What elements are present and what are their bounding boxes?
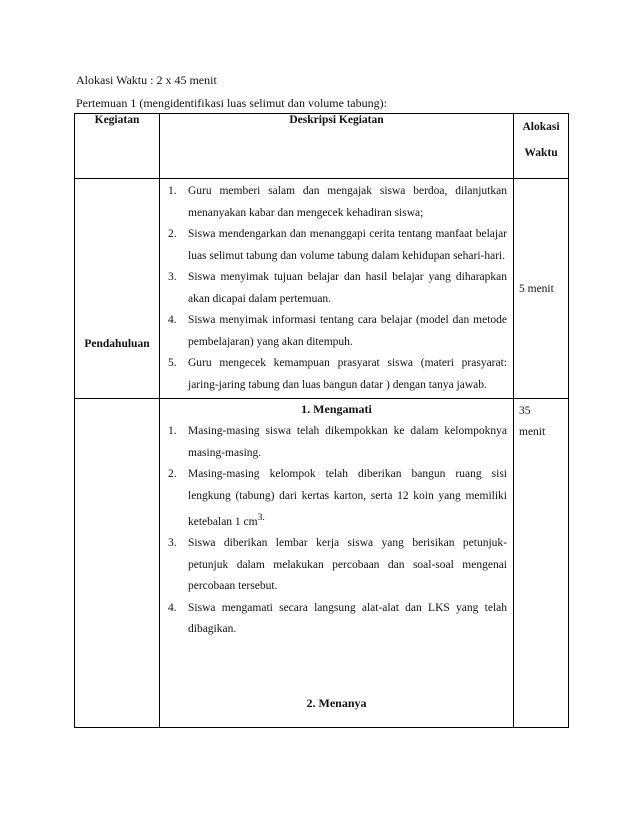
header-time-line2: Waktu (524, 147, 558, 159)
unit-superscript: 3. (257, 512, 265, 523)
description-cell (160, 399, 514, 728)
header-time (514, 114, 569, 179)
item-text: Masing-masing siswa telah dikempokkan ke dalam kelompoknya masing-masing. (188, 425, 507, 459)
table-header-row (75, 114, 569, 179)
time-allocation: Alokasi Waktu : 2 x 45 menit (76, 73, 217, 87)
item-text: Siswa menyimak informasi tentang cara belajar (model dan metode pembelajaran) yang akan ditempuh. (188, 314, 507, 348)
header-description: Deskripsi Kegiatan (160, 114, 514, 179)
description-cell (160, 179, 514, 399)
time-value: 5 menit (519, 282, 554, 295)
header-activity: Kegiatan (75, 114, 160, 179)
time-cell (514, 179, 569, 399)
item-text: Siswa diberikan lembar kerja siswa yang berisikan petunjuk-petunjuk dalam melakukan percobaan dan soal-soal mengenai percobaan tersebut. (188, 537, 507, 593)
item-text: Masing-masing kelompok telah diberikan bangun ruang sisi lengkung (tabung) dari kertas karton, serta 12 koin yang memiliki ketebalan 1 cm (188, 468, 507, 528)
table-row (75, 399, 569, 728)
item-number: 4. (168, 314, 177, 326)
list-item (168, 464, 507, 533)
subsection-title: 1. Mengamati (301, 402, 372, 416)
item-number: 3. (168, 271, 177, 283)
list-item (168, 353, 507, 396)
list-item (168, 267, 507, 310)
meeting-title: Pertemuan 1 (mengidentifikasi luas selimut dan volume tabung): (76, 96, 387, 110)
stage-cell (75, 179, 160, 399)
list-item (168, 421, 507, 464)
list-item (168, 310, 507, 353)
item-text: Guru mengecek kemampuan prasyarat siswa (materi prasyarat: jaring-jaring tabung dan luas bangun datar ) dengan tanya jawab. (188, 357, 507, 391)
item-number: 5. (168, 357, 177, 369)
list-item (168, 533, 507, 598)
item-number: 2. (168, 228, 177, 240)
item-number: 3. (168, 537, 177, 550)
item-number: 1. (168, 185, 177, 197)
time-value-number: 35 (519, 405, 531, 417)
time-cell (514, 399, 569, 728)
item-text: Siswa menyimak tujuan belajar dan hasil belajar yang diharapkan akan dicapai dalam pertemuan. (188, 271, 507, 305)
list-item (168, 181, 507, 224)
time-value-unit: menit (519, 426, 546, 438)
item-text: Guru memberi salam dan mengajak siswa berdoa, dilanjutkan menanyakan kabar dan mengecek kehadiran siswa; (188, 185, 507, 219)
stage-cell (75, 399, 160, 728)
item-number: 4. (168, 601, 177, 614)
stage-label: Pendahuluan (84, 337, 150, 350)
table-row (75, 179, 569, 399)
list-item (168, 598, 507, 641)
header-time-line1: Alokasi (522, 121, 560, 133)
item-number: 1. (168, 425, 177, 437)
item-text: Siswa mendengarkan dan menanggapi cerita tentang manfaat belajar luas selimut tabung dan volume tabung dalam kehidupan sehari-hari. (188, 228, 507, 262)
subsection-title: 2. Menanya (306, 695, 367, 710)
item-text: Siswa mengamati secara langsung alat-alat dan LKS yang telah dibagikan. (188, 601, 507, 636)
item-number: 2. (168, 468, 177, 480)
lesson-plan-table (74, 113, 569, 728)
list-item (168, 224, 507, 267)
